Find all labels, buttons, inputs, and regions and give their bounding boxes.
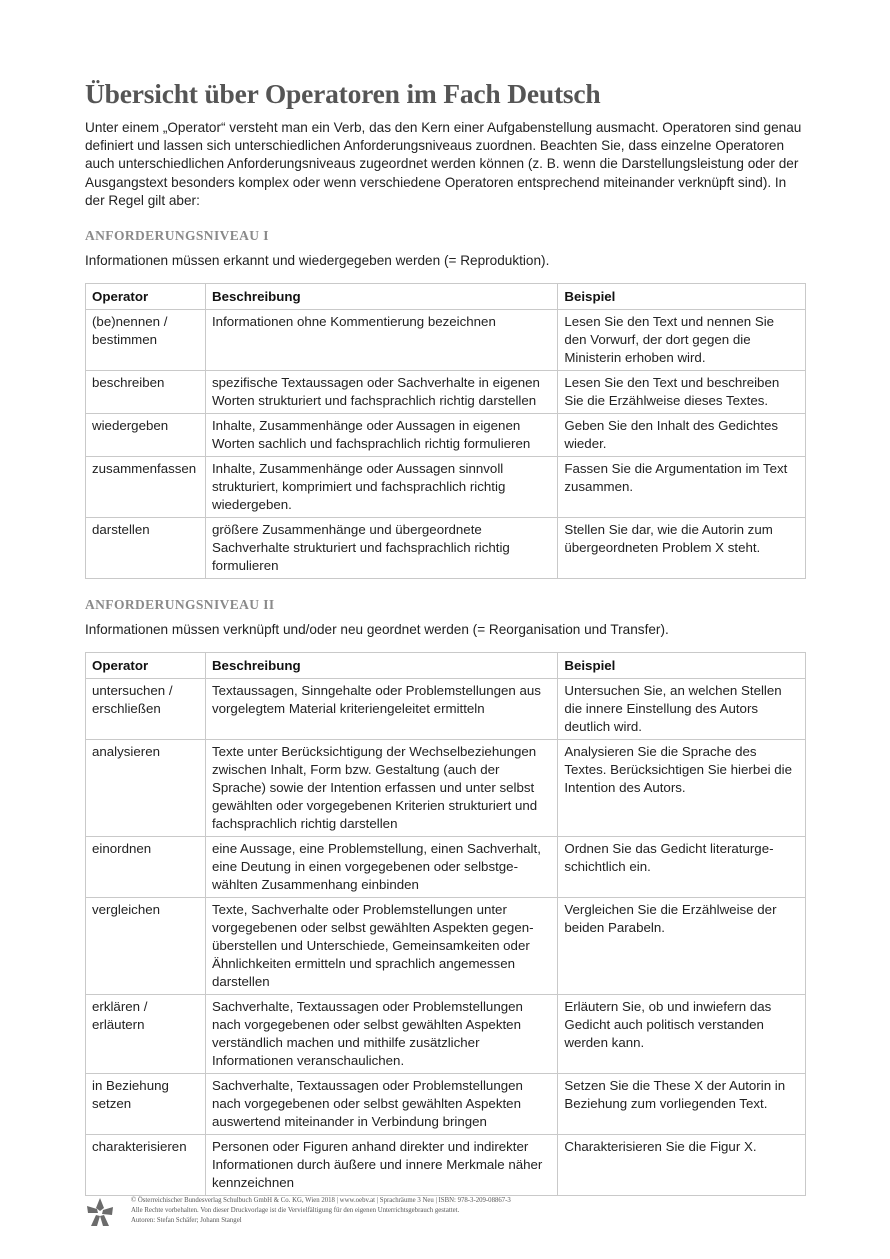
- table-row: [86, 679, 806, 740]
- cell-operator: zusammenfassen: [86, 457, 206, 518]
- level1-subtitle: Informationen müssen erkannt und wiedergegeben werden (= Reproduktion).: [85, 253, 550, 269]
- cell-beschreibung: Informationen ohne Kommentierung bezeichnen: [205, 310, 557, 371]
- table-row: [86, 837, 806, 898]
- table-row: [86, 995, 806, 1074]
- cell-beispiel: Lesen Sie den Text und beschreiben Sie die Erzählweise dieses Textes.: [558, 371, 806, 414]
- cell-beschreibung: größere Zusammenhänge und übergeordnete Sachverhalte strukturiert und fachsprachlich richtig formulieren: [205, 518, 557, 579]
- level2-heading: ANFORDERUNGSNIVEAU II: [85, 597, 275, 613]
- rights-line: Alle Rechte vorbehalten. Von dieser Druckvorlage ist die Vervielfältigung für den eigenen Unterrichtsgebrauch gestattet.: [131, 1207, 460, 1215]
- table-row: [86, 518, 806, 579]
- cell-beschreibung: Personen oder Figuren anhand direkter und indirekter Informationen durch äußere und innere Merkmale näher kennzeichnen: [205, 1135, 557, 1196]
- table-header-row: [86, 284, 806, 310]
- cell-beschreibung: Texte unter Berücksichtigung der Wechselbeziehungen zwischen Inhalt, Form bzw. Gestaltung (auch der Sprache) sowie der Intention erfassen und unter selbst gewählten oder vorgegebenen Kriterien strukturiert und fachsprachlich richtig darstellen: [205, 740, 557, 837]
- cell-beschreibung: spezifische Textaussagen oder Sachverhalte in eigenen Worten strukturiert und fachsprachlich richtig darstellen: [205, 371, 557, 414]
- page-title: Übersicht über Operatoren im Fach Deutsch: [85, 78, 601, 109]
- cell-operator: erklären / erläutern: [86, 995, 206, 1074]
- oebv-logo-icon: [85, 1196, 115, 1228]
- table-row: [86, 1135, 806, 1196]
- cell-operator: einordnen: [86, 837, 206, 898]
- copyright-line: © Österreichischer Bundesverlag Schulbuch GmbH & Co. KG, Wien 2018 | www.oebv.at | Sprachräume 3 Neu | ISBN: 978-3-209-08867-3: [131, 1197, 511, 1204]
- cell-beispiel: Lesen Sie den Text und nennen Sie den Vorwurf, der dort gegen die Ministerin erhoben wird.: [558, 310, 806, 371]
- level1-body: [86, 310, 806, 579]
- cell-operator: (be)nennen / bestimmen: [86, 310, 206, 371]
- authors-line: Autoren: Stefan Schäfer; Johann Stangel: [131, 1217, 242, 1225]
- cell-beispiel: Ordnen Sie das Gedicht literaturgeschichtlich ein.: [558, 837, 806, 898]
- level2-table: [85, 652, 806, 1196]
- header-operator: Operator: [86, 284, 206, 310]
- cell-operator: untersuchen / erschließen: [86, 679, 206, 740]
- level2-body: [86, 679, 806, 1196]
- level1-heading: ANFORDERUNGSNIVEAU I: [85, 228, 269, 244]
- cell-beispiel: Geben Sie den Inhalt des Gedichtes wieder.: [558, 414, 806, 457]
- cell-operator: in Beziehung setzen: [86, 1074, 206, 1135]
- copyright-text: [131, 1196, 791, 1227]
- level1-table: [85, 283, 806, 579]
- table-header-row: [86, 653, 806, 679]
- intro-paragraph: Unter einem „Operator“ versteht man ein Verb, das den Kern einer Aufgabenstellung ausmacht. Operatoren sind genau definiert und lassen sich unterschiedlichen Anforderungsniveaus zuordnen. Beachten Sie, dass einzelne Operatoren auch unterschiedlichen Anforderungsniveaus zugeordnet werden können (z. B. wenn die Darstellungsleistung oder der Ausgangstext besonders komplex oder wenn verschiedene Operatoren entsprechend miteinander verknüpft sind). In der Regel gilt aber:: [85, 120, 802, 208]
- document-page: [85, 78, 805, 1196]
- cell-beispiel: Charakterisieren Sie die Figur X.: [558, 1135, 806, 1196]
- cell-beispiel: Vergleichen Sie die Erzählweise der beiden Parabeln.: [558, 898, 806, 995]
- cell-beschreibung: Inhalte, Zusammenhänge oder Aussagen in eigenen Worten sachlich und fachsprachlich richtig formulieren: [205, 414, 557, 457]
- cell-operator: charakterisieren: [86, 1135, 206, 1196]
- header-beispiel: Beispiel: [558, 653, 806, 679]
- table-row: [86, 740, 806, 837]
- level2-subtitle: Informationen müssen verknüpft und/oder neu geordnet werden (= Reorganisation und Transfer).: [85, 622, 669, 638]
- table-row: [86, 898, 806, 995]
- table-row: [86, 310, 806, 371]
- table-row: [86, 371, 806, 414]
- cell-operator: darstellen: [86, 518, 206, 579]
- cell-beschreibung: Inhalte, Zusammenhänge oder Aussagen sinnvoll strukturiert, komprimiert und fachsprachlich richtig wiedergeben.: [205, 457, 557, 518]
- cell-beschreibung: Sachverhalte, Textaussagen oder Problemstellungen nach vorgegebenen oder selbst gewählten Aspekten verständlich machen und mithilfe zusätzlicher Informationen veranschaulichen.: [205, 995, 557, 1074]
- footer: [85, 1196, 805, 1236]
- table-row: [86, 457, 806, 518]
- header-operator: Operator: [86, 653, 206, 679]
- cell-beispiel: Fassen Sie die Argumentation im Text zusammen.: [558, 457, 806, 518]
- cell-beschreibung: eine Aussage, eine Problemstellung, einen Sachverhalt, eine Deutung in einen vorgegebenen oder selbstgewählten Zusammenhang einbinden: [205, 837, 557, 898]
- cell-beispiel: Setzen Sie die These X der Autorin in Beziehung zum vorliegenden Text.: [558, 1074, 806, 1135]
- cell-beispiel: Analysieren Sie die Sprache des Textes. Berücksichtigen Sie hierbei die Intention des Autors.: [558, 740, 806, 837]
- header-beschreibung: Beschreibung: [205, 653, 557, 679]
- header-beispiel: Beispiel: [558, 284, 806, 310]
- cell-operator: vergleichen: [86, 898, 206, 995]
- cell-operator: wiedergeben: [86, 414, 206, 457]
- cell-beschreibung: Textaussagen, Sinngehalte oder Problemstellungen aus vorgelegtem Material kriteriengeleitet ermitteln: [205, 679, 557, 740]
- cell-beispiel: Erläutern Sie, ob und inwiefern das Gedicht auch politisch verstanden werden kann.: [558, 995, 806, 1074]
- cell-operator: analysieren: [86, 740, 206, 837]
- cell-beschreibung: Sachverhalte, Textaussagen oder Problemstellungen nach vorgegebenen oder selbst gewählten Aspekten auswertend miteinander in Verbindung bringen: [205, 1074, 557, 1135]
- table-row: [86, 1074, 806, 1135]
- cell-beispiel: Untersuchen Sie, an welchen Stellen die innere Einstellung des Autors deutlich wird.: [558, 679, 806, 740]
- table-row: [86, 414, 806, 457]
- cell-beispiel: Stellen Sie dar, wie die Autorin zum übergeordneten Problem X steht.: [558, 518, 806, 579]
- header-beschreibung: Beschreibung: [205, 284, 557, 310]
- cell-beschreibung: Texte, Sachverhalte oder Problemstellungen unter vorgegebenen oder selbst gewählten Aspekten gegenüberstellen und Unterschiede, Gemeinsamkeiten oder Ähnlichkeiten ermitteln und sprachlich angemessen darstellen: [205, 898, 557, 995]
- cell-operator: beschreiben: [86, 371, 206, 414]
